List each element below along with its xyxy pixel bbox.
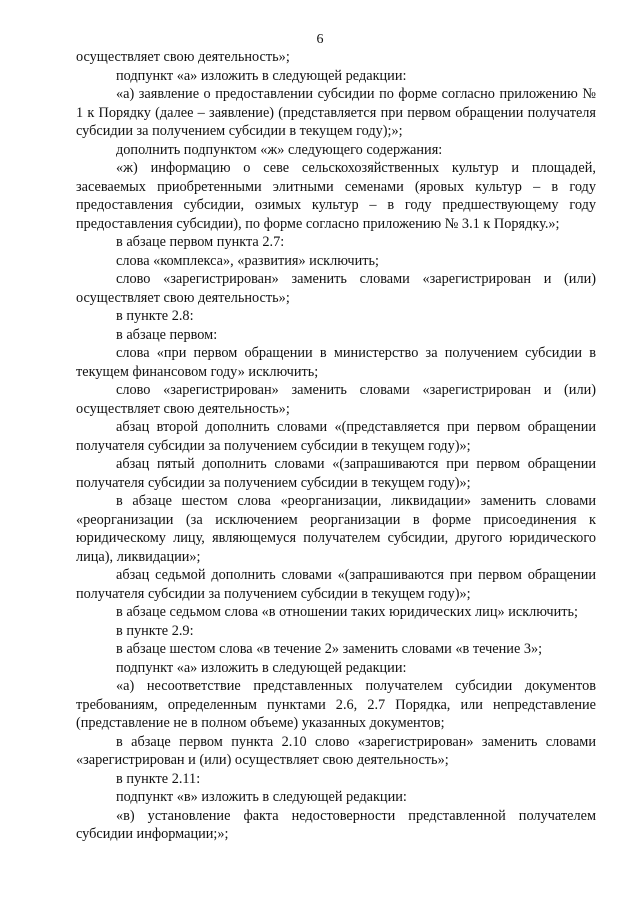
paragraph: в абзаце шестом слова «в течение 2» заменить словами «в течение 3»;: [116, 641, 543, 657]
paragraph: в пункте 2.9:: [116, 622, 194, 639]
paragraph: в абзаце первом:: [116, 326, 218, 343]
paragraph: в пункте 2.8:: [116, 308, 194, 324]
paragraph: «в) установление факта недостоверности представленной получателем субсидии информации;»;: [76, 807, 596, 842]
paragraph: в абзаце седьмом слова «в отношении таких юридических лиц» исключить;: [116, 604, 579, 620]
document-body: [76, 48, 596, 844]
paragraph: дополнить подпунктом «ж» следующего содержания:: [116, 141, 443, 158]
paragraph: слово «зарегистрирован» заменить словами «зарегистрирован и (или) осуществляет свою деятельность»;: [76, 271, 596, 306]
paragraph: абзац седьмой дополнить словами «(запрашиваются при первом обращении получателя субсидии за получением субсидии в текущем году)»;: [76, 567, 596, 602]
paragraph: в абзаце шестом слова «реорганизации, ликвидации» заменить словами «реорганизации (за исключением реорганизации в форме присоединения к юридическому лицу, являющемуся получателем субсидии, другого юридического лица), ликвидации»;: [76, 493, 596, 565]
paragraph: слова «комплекса», «развития» исключить;: [116, 252, 379, 269]
paragraph: подпункт «а» изложить в следующей редакции:: [116, 659, 407, 676]
page-number: 6: [316, 32, 324, 47]
paragraph: в абзаце первом пункта 2.10 слово «зарегистрирован» заменить словами «зарегистрирован и (или) осуществляет свою деятельность»;: [76, 733, 596, 768]
paragraph: подпункт «в» изложить в следующей редакции:: [116, 789, 407, 805]
paragraph: абзац второй дополнить словами «(представляется при первом обращении получателя субсидии за получением субсидии в текущем году)»;: [76, 419, 596, 454]
paragraph: слова «при первом обращении в министерство за получением субсидии в текущем финансовом году» исключить;: [76, 345, 596, 380]
paragraph: «а) заявление о предоставлении субсидии по форме согласно приложению № 1 к Порядку (далее – заявление) (представляется при первом обращении получателя субсидии за получением субсидии в текущем году);»;: [76, 86, 596, 139]
paragraph: слово «зарегистрирован» заменить словами «зарегистрирован и (или) осуществляет свою деятельность»;: [76, 382, 596, 417]
paragraph: подпункт «а» изложить в следующей редакции:: [116, 67, 407, 84]
paragraph: абзац пятый дополнить словами «(запрашиваются при первом обращении получателя субсидии за получением субсидии в текущем году)»;: [76, 456, 596, 491]
paragraph: осуществляет свою деятельность»;: [76, 49, 290, 65]
paragraph: в пункте 2.11:: [116, 770, 201, 787]
paragraph: в абзаце первом пункта 2.7:: [116, 234, 285, 250]
paragraph: «а) несоответствие представленных получателем субсидии документов требованиям, определенным пунктами 2.6, 2.7 Порядка, или непредставление (представление не в полном объеме) указанных документов;: [76, 678, 596, 731]
paragraph: «ж) информацию о севе сельскохозяйственных культур и площадей, засеваемых приобретенными элитными семенами (яровых культур – в году предоставления субсидии, озимых культур – в году предшествующему году предоставления субсидии), по форме согласно приложению № 3.1 к Порядку.»;: [76, 160, 596, 232]
